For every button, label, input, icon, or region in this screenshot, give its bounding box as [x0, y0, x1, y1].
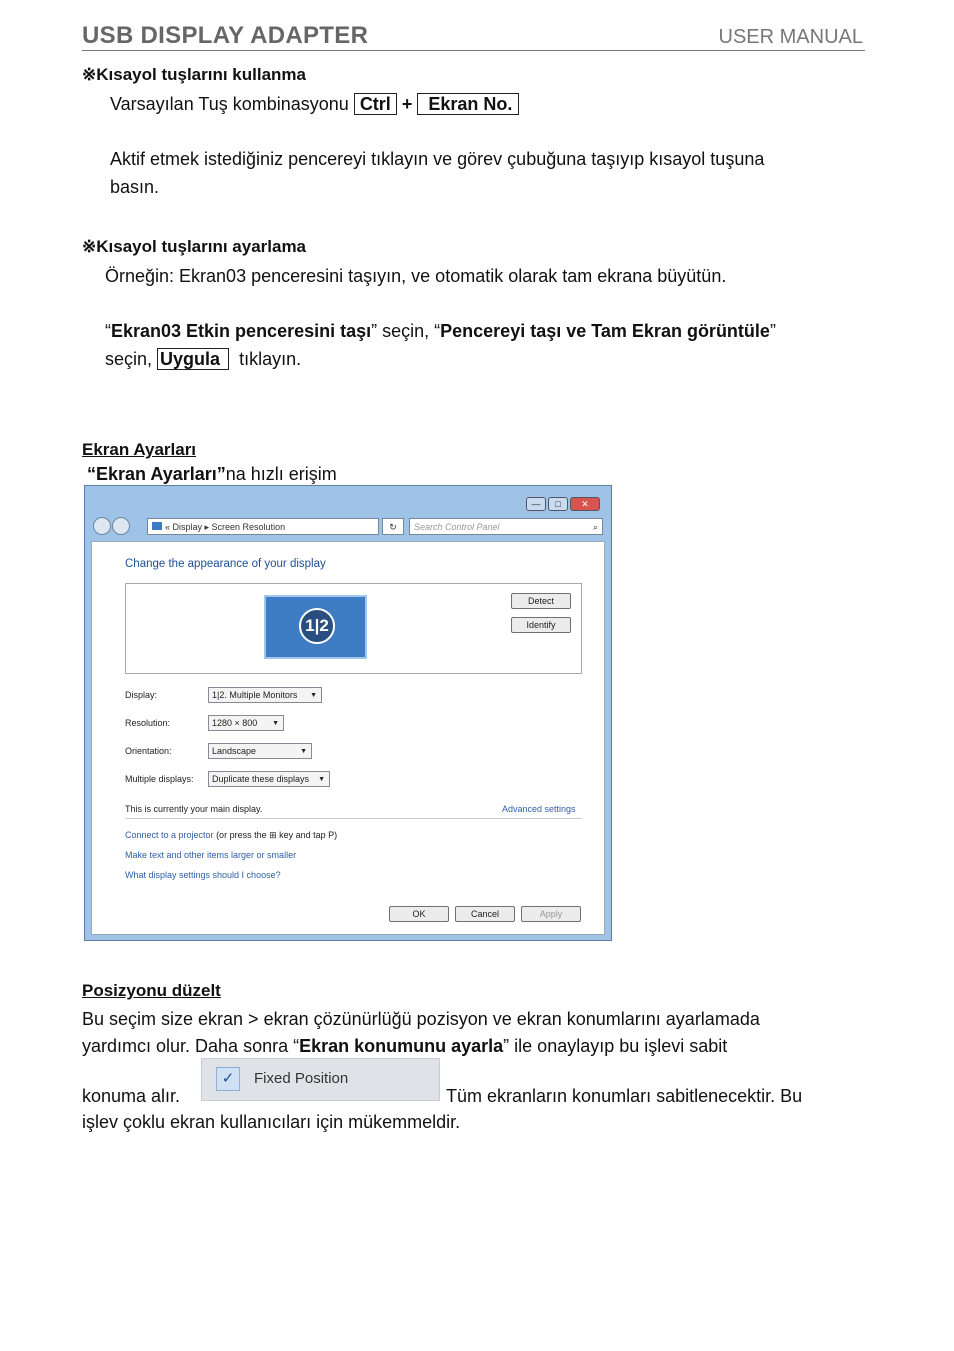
example-line: Örneğin: Ekran03 penceresini taşıyın, ve otomatik olarak tam ekrana büyütün. — [105, 266, 727, 286]
fix-line-2-post: ” ile onaylayıp bu işlevi sabit — [503, 1036, 728, 1056]
ctrl-key: Ctrl — [354, 93, 397, 115]
move-active-option: Ekran03 Etkin penceresini taşı — [111, 321, 372, 341]
resolution-value: 1280 × 800 — [212, 718, 258, 728]
refresh-icon[interactable]: ↻ — [382, 518, 404, 535]
chevron-down-icon: ▼ — [310, 692, 317, 699]
screen-no-key: Ekran No. — [417, 93, 519, 115]
monitor-icon[interactable] — [264, 595, 367, 659]
doc-subtitle: USER MANUAL — [718, 26, 863, 48]
fixed-position-label: Fixed Position — [254, 1070, 349, 1087]
orientation-label: Orientation: — [125, 746, 172, 756]
multiple-displays-value: Duplicate these displays — [212, 774, 310, 784]
fix-position-heading: Posizyonu düzelt — [82, 981, 221, 1000]
shortcut-set-heading: ※Kısayol tuşlarını ayarlama — [82, 237, 307, 256]
projector-line — [125, 830, 337, 841]
ok-button[interactable]: OK — [389, 906, 449, 922]
chevron-down-icon: ▼ — [318, 776, 325, 783]
shortcut-use-heading: ※Kısayol tuşlarını kullanma — [82, 65, 306, 84]
search-input[interactable] — [409, 518, 603, 535]
page-title: Change the appearance of your display — [125, 558, 326, 570]
display-select[interactable] — [208, 687, 322, 703]
control-panel-icon — [152, 522, 162, 530]
close-button[interactable]: ✕ — [570, 497, 600, 511]
key-combo-text: Varsayılan Tuş kombinasyonu — [110, 94, 349, 114]
search-placeholder: Search Control Panel — [414, 522, 500, 532]
checkmark-icon: ✓ — [216, 1067, 240, 1091]
apply-line — [105, 345, 301, 373]
maximize-button[interactable]: □ — [548, 497, 568, 511]
identify-button[interactable]: Identify — [511, 617, 571, 633]
monitor-label: 1|2 — [299, 608, 335, 644]
quick-access-bold: “Ekran Ayarları” — [87, 464, 226, 484]
multiple-displays-select[interactable] — [208, 771, 330, 787]
orientation-value: Landscape — [212, 746, 257, 756]
window-content — [91, 541, 605, 935]
text-size-link[interactable]: Make text and other items larger or smaller — [125, 850, 297, 860]
quick-access-line — [87, 460, 337, 488]
move-fullscreen-option: Pencereyi taşı ve Tam Ekran görüntüle — [440, 321, 770, 341]
advanced-settings-link[interactable]: Advanced settings — [502, 804, 576, 814]
resolution-label: Resolution: — [125, 718, 171, 728]
search-icon[interactable]: ⌕ — [592, 522, 598, 532]
apply-button[interactable]: Apply — [521, 906, 581, 922]
quote-open: “ — [105, 321, 111, 341]
screen-resolution-window — [84, 485, 612, 941]
projector-hint: (or press the ⊞ key and tap P) — [213, 830, 338, 840]
doc-title: USB DISPLAY ADAPTER — [82, 22, 369, 49]
main-display-note: This is currently your main display. — [125, 804, 263, 814]
set-screen-position-option: Ekran konumunu ayarla — [299, 1036, 504, 1056]
instruction-line-1: Aktif etmek istediğiniz pencereyi tıklayın ve görev çubuğuna taşıyıp kısayol tuşuna — [110, 149, 765, 169]
fix-line-3-post: Tüm ekranların konumları sabitlenecektir. Bu — [446, 1086, 803, 1106]
cancel-button[interactable]: Cancel — [455, 906, 515, 922]
detect-button[interactable]: Detect — [511, 593, 571, 609]
choose-prefix: seçin, — [105, 349, 153, 369]
back-icon[interactable] — [93, 517, 111, 535]
divider — [125, 818, 582, 819]
quote-close: ” — [769, 321, 776, 341]
display-value: 1|2. Multiple Monitors — [212, 690, 298, 700]
forward-icon[interactable] — [112, 517, 130, 535]
breadcrumb: « Display ▸ Screen Resolution — [165, 522, 286, 532]
click-suffix: tıklayın. — [239, 349, 302, 369]
resolution-select[interactable] — [208, 715, 284, 731]
fixed-position-menu-item[interactable] — [201, 1058, 440, 1101]
display-settings-heading: Ekran Ayarları — [82, 440, 197, 459]
monitor-arrangement-area[interactable] — [125, 583, 582, 674]
fix-line-3-pre: konuma alır. — [82, 1086, 181, 1106]
page-header — [82, 22, 865, 51]
display-help-link[interactable]: What display settings should I choose? — [125, 870, 281, 880]
display-label: Display: — [125, 690, 158, 700]
choose-text: ” seçin, “ — [371, 321, 441, 341]
minimize-button[interactable]: — — [526, 497, 546, 511]
quick-access-rest: na hızlı erişim — [225, 464, 337, 484]
instruction-line-2: basın. — [110, 177, 160, 197]
multiple-displays-label: Multiple displays: — [125, 774, 194, 784]
orientation-select[interactable] — [208, 743, 312, 759]
fix-line-1: Bu seçim size ekran > ekran çözünürlüğü pozisyon ve ekran konumlarını ayarlamada — [82, 1009, 760, 1029]
choose-line — [105, 317, 776, 345]
address-bar[interactable] — [147, 518, 379, 535]
key-combo-line — [110, 90, 519, 118]
chevron-down-icon: ▼ — [272, 720, 279, 727]
fix-line-2 — [82, 1032, 727, 1060]
fix-line-4: işlev çoklu ekran kullanıcıları için mükemmeldir. — [82, 1112, 461, 1132]
connect-projector-link[interactable]: Connect to a projector — [125, 830, 214, 840]
fix-line-2-pre: yardımcı olur. Daha sonra “ — [82, 1036, 300, 1056]
chevron-down-icon: ▼ — [300, 748, 307, 755]
plus-sign: + — [401, 94, 413, 114]
apply-key: Uygula — [157, 348, 229, 370]
